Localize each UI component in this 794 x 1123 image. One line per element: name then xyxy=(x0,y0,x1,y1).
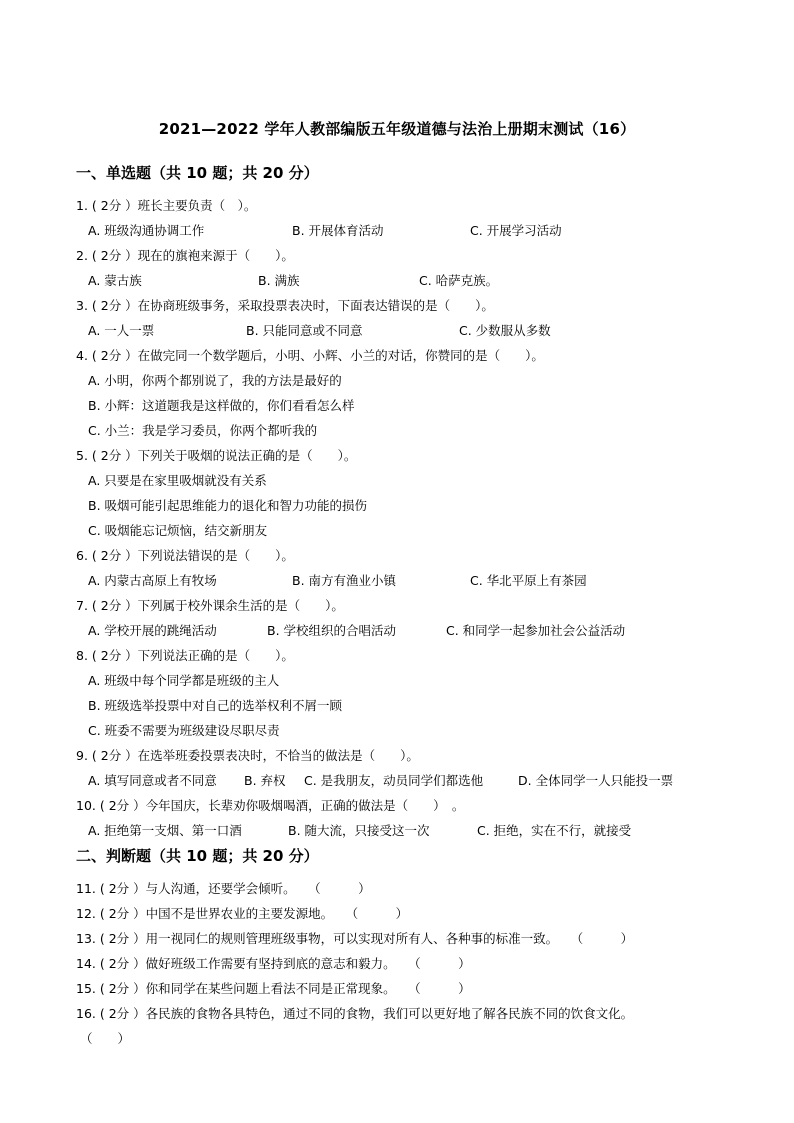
question-15: 15. ( 2分 ）你和同学在某些问题上看法不同是正常现象。 （ ） xyxy=(76,981,471,996)
option-7b: B. 学校组织的合唱活动 xyxy=(267,623,397,638)
option-5b: B. 吸烟可能引起思维能力的退化和智力功能的损伤 xyxy=(88,498,368,513)
option-2c: C. 哈萨克族。 xyxy=(419,273,499,288)
option-5a: A. 只要是在家里吸烟就没有关系 xyxy=(88,473,267,488)
question-5: 5. ( 2分 ）下列关于吸烟的说法正确的是（ ）。 xyxy=(76,448,357,463)
option-7a: A. 学校开展的跳绳活动 xyxy=(88,623,217,638)
option-10b: B. 随大流，只接受这一次 xyxy=(288,823,430,838)
option-2b: B. 满族 xyxy=(258,273,300,288)
option-10c: C. 拒绝，实在不行，就接受 xyxy=(477,823,632,838)
option-9d: D. 全体同学一人只能投一票 xyxy=(518,773,674,788)
option-6b: B. 南方有渔业小镇 xyxy=(292,573,397,588)
question-2: 2. ( 2分 ）现在的旗袍来源于（ ）。 xyxy=(76,248,294,263)
question-16: 16. ( 2分 ）各民族的食物各具特色，通过不同的食物，我们可以更好地了解各民族不同的饮食文化。 xyxy=(76,1006,634,1021)
option-4c: C. 小兰：我是学习委员，你两个都听我的 xyxy=(88,423,318,438)
option-1c: C. 开展学习活动 xyxy=(470,223,562,238)
option-7c: C. 和同学一起参加社会公益活动 xyxy=(446,623,626,638)
question-11: 11. ( 2分 ）与人沟通，还要学会倾听。 （ ） xyxy=(76,881,371,896)
option-8a: A. 班级中每个同学都是班级的主人 xyxy=(88,673,280,688)
question-7: 7. ( 2分 ）下列属于校外课余生活的是（ ）。 xyxy=(76,598,344,613)
option-3b: B. 只能同意或不同意 xyxy=(246,323,363,338)
section-heading-single-choice: 一、单选题（共 10 题；共 20 分） xyxy=(76,164,319,182)
question-1: 1. ( 2分 ）班长主要负责（ ）。 xyxy=(76,198,257,213)
option-3c: C. 少数服从多数 xyxy=(459,323,551,338)
option-1b: B. 开展体育活动 xyxy=(292,223,384,238)
question-12: 12. ( 2分 ）中国不是世界农业的主要发源地。 （ ） xyxy=(76,906,409,921)
section-heading-true-false: 二、判断题（共 10 题；共 20 分） xyxy=(76,847,319,865)
question-16-answer-blank: （ ） xyxy=(80,1031,131,1046)
question-9: 9. ( 2分 ）在选举班委投票表决时，不恰当的做法是（ ）。 xyxy=(76,748,419,763)
option-10a: A. 拒绝第一支烟、第一口酒 xyxy=(88,823,242,838)
question-13: 13. ( 2分 ）用一视同仁的规则管理班级事物，可以实现对所有人、各种事的标准一致。 （ ） xyxy=(76,931,634,946)
option-5c: C. 吸烟能忘记烦恼，结交新朋友 xyxy=(88,523,268,538)
page-title: 2021—2022 学年人教部编版五年级道德与法治上册期末测试（16） xyxy=(158,120,636,138)
question-14: 14. ( 2分 ）做好班级工作需要有坚持到底的意志和毅力。 （ ） xyxy=(76,956,471,971)
option-4a: A. 小明，你两个都别说了，我的方法是最好的 xyxy=(88,373,342,388)
option-9a: A. 填写同意或者不同意 xyxy=(88,773,217,788)
question-8: 8. ( 2分 ）下列说法正确的是（ ）。 xyxy=(76,648,294,663)
option-3a: A. 一人一票 xyxy=(88,323,155,338)
option-2a: A. 蒙古族 xyxy=(88,273,142,288)
option-6a: A. 内蒙古高原上有牧场 xyxy=(88,573,217,588)
option-9c: C. 是我朋友，动员同学们都选他 xyxy=(304,773,484,788)
question-4: 4. ( 2分 ）在做完同一个数学题后，小明、小辉、小兰的对话，你赞同的是（ ）。 xyxy=(76,348,544,363)
option-1a: A. 班级沟通协调工作 xyxy=(88,223,205,238)
option-8b: B. 班级选举投票中对自己的选举权利不屑一顾 xyxy=(88,698,343,713)
option-8c: C. 班委不需要为班级建设尽职尽责 xyxy=(88,723,280,738)
option-9b: B. 弃权 xyxy=(244,773,286,788)
question-6: 6. ( 2分 ）下列说法错误的是（ ）。 xyxy=(76,548,294,563)
question-10: 10. ( 2分 ）今年国庆，长辈劝你吸烟喝酒，正确的做法是（ ） 。 xyxy=(76,798,465,813)
question-3: 3. ( 2分 ）在协商班级事务，采取投票表决时，下面表达错误的是（ ）。 xyxy=(76,298,494,313)
option-6c: C. 华北平原上有茶园 xyxy=(470,573,587,588)
option-4b: B. 小辉：这道题我是这样做的，你们看看怎么样 xyxy=(88,398,355,413)
